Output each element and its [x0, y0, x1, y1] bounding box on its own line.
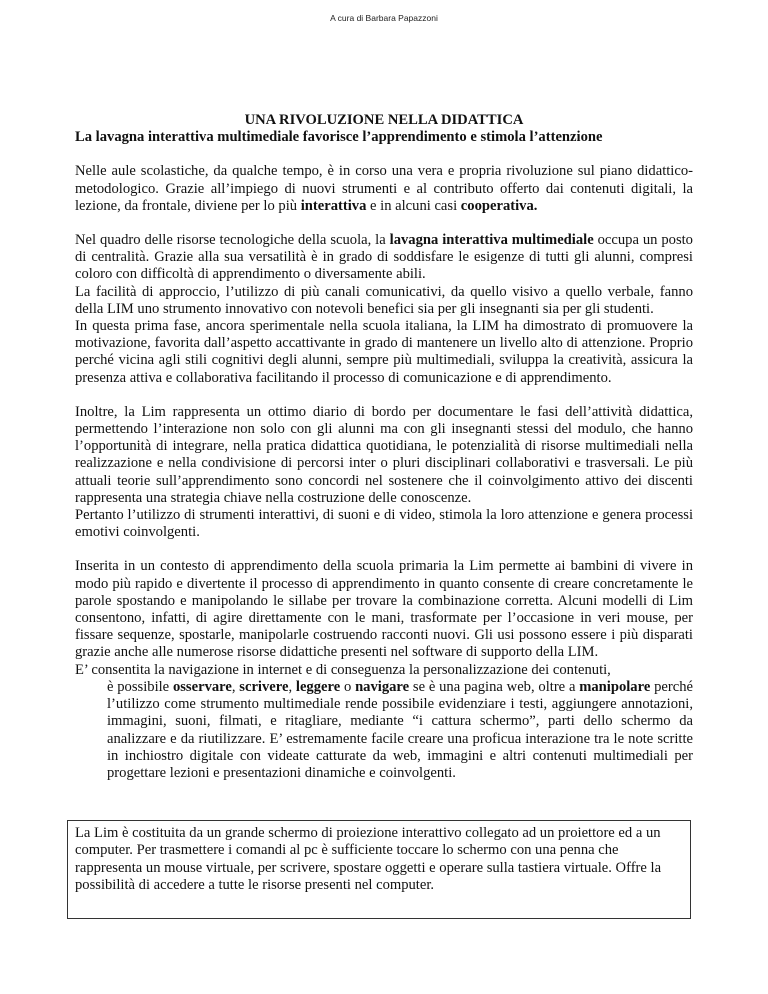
- bold-term: leggere: [295, 678, 341, 695]
- document-title: UNA RIVOLUZIONE NELLA DIDATTICA: [244, 112, 524, 128]
- page-header: A cura di Barbara Papazzoni: [330, 13, 438, 23]
- text-run: o: [340, 678, 356, 695]
- bold-term: navigare: [355, 678, 410, 695]
- text-run: Pertanto l’utilizzo di strumenti interattivi, di suoni e di video, stimola la loro attenzione e genera processi emotivi coinvolgenti.: [75, 507, 693, 541]
- paragraph-lim: [75, 232, 693, 387]
- text-run: La facilità di approccio, l’utilizzo di più canali comunicativi, da quello visivo a quello verbale, fanno della LIM uno strumento innovativo con notevoli benefici sia per gli insegnanti sia per gli studenti.: [75, 283, 693, 317]
- document-body: [75, 112, 693, 782]
- indented-text: [75, 679, 693, 782]
- paragraph-primaria: [75, 558, 693, 782]
- bold-term: scrivere: [239, 678, 289, 695]
- paragraph-diario: [75, 404, 693, 542]
- paragraph-intro: [75, 163, 693, 215]
- bold-term: lavagna interattiva multimediale: [389, 232, 594, 249]
- text-run: ,: [288, 678, 296, 695]
- text-run: Inoltre, la Lim rappresenta un ottimo diario di bordo per documentare le fasi dell’attività didattica, permettendo l’interazione non solo con gli alunni ma con gli insegnanti stessi del modulo, che hanno l’opportunità di integrare, nella pratica didattica quotidiana, le potenzialità di risorse multimediali nella realizzazione e nella condivisione di percorsi inter o pluri disciplinari collaborativi e trasversali. Le più attuali teorie sull’apprendimento sono concordi nel sostenere che il coinvolgimento attivo dei discenti rappresenta una strategia chiave nella costruzione delle conoscenze.: [75, 403, 693, 506]
- document-subtitle: La lavagna interattiva multimediale favorisce l’apprendimento e stimola l’attenzione: [75, 129, 603, 146]
- text-run: Nelle aule scolastiche, da qualche tempo, è in corso una vera e propria rivoluzione sul piano didattico-metodologico. Grazie all’impiego di nuovi strumenti e al contributo offerto dai contenuti digitali, la lezione, da frontale, diviene per lo più: [75, 163, 693, 214]
- text-run: e in alcuni casi: [366, 197, 461, 214]
- text-run: ,: [231, 678, 240, 695]
- bold-term: manipolare: [579, 678, 651, 695]
- bold-term: interattiva: [300, 197, 367, 214]
- text-run: perché l’utilizzo come strumento multimediale rende possibile evidenziare i testi, aggiungere annotazioni, immagini, suoni, filmati, e ritagliare, mediante “i cattura schermo”, parti dello schermo da analizzare e da riutilizzare. E’ estremamente facile creare una proficua interazione tra le note scritte in inchiostro digitale con videate catturate da web, immagini e altri contenuti multimediali per progettare lezioni e presentazioni dinamiche e coinvolgenti.: [107, 678, 693, 781]
- text-run: occupa un posto di centralità. Grazie alla sua versatilità è in grado di soddisfare le esigenze di tutti gli alunni, compresi coloro con difficoltà di apprendimento o diversamente abili.: [75, 232, 693, 283]
- text-run: Inserita in un contesto di apprendimento della scuola primaria la Lim permette ai bambini di vivere in modo più rapido e divertente il processo di apprendimento in quanto consente di creare concretamente le parole spostando e manipolando le sillabe per trovare la combinazione corretta. Alcuni modelli di Lim consentono, infatti, di agire direttamente con le mani, trasformate per l’occasione in veri mouse, per fissare sequenze, spostarle, manipolarle costruendo racconti nuovi. Gli usi possono essere i più disparati grazie anche alle numerose risorse didattiche presenti nel software di supporto della LIM.: [75, 558, 693, 661]
- text-run: è possibile: [107, 678, 173, 695]
- bold-term: osservare: [172, 678, 232, 695]
- text-run: In questa prima fase, ancora sperimentale nella scuola italiana, la LIM ha dimostrato di promuovere la motivazione, favorita dall’aspetto accattivante in grado di mantenere un livello alto di attenzione. Proprio perché vicina agli stili cognitivi degli alunni, sempre più multimediali, sviluppa la creatività, assicura la presenza attiva e collaborativa facilitando il processo di comunicazione e di apprendimento.: [75, 318, 693, 386]
- text-run: E’ consentita la navigazione in internet e di conseguenza la personalizzazione dei contenuti,: [75, 661, 611, 678]
- text-run: se è una pagina web, oltre a: [409, 678, 580, 695]
- text-run: Nel quadro delle risorse tecnologiche della scuola, la: [75, 232, 390, 249]
- info-box: La Lim è costituita da un grande schermo di proiezione interattivo collegato ad un proiettore ed a un computer. Per trasmettere i comandi al pc è sufficiente toccare lo schermo con una penna che rappresenta un mouse virtuale, per scrivere, spostare oggetti e operare sulla tastiera virtuale. Offre la possibilità di accedere a tutte le risorse presenti nel computer.: [67, 820, 691, 919]
- bold-term: cooperativa.: [460, 197, 538, 214]
